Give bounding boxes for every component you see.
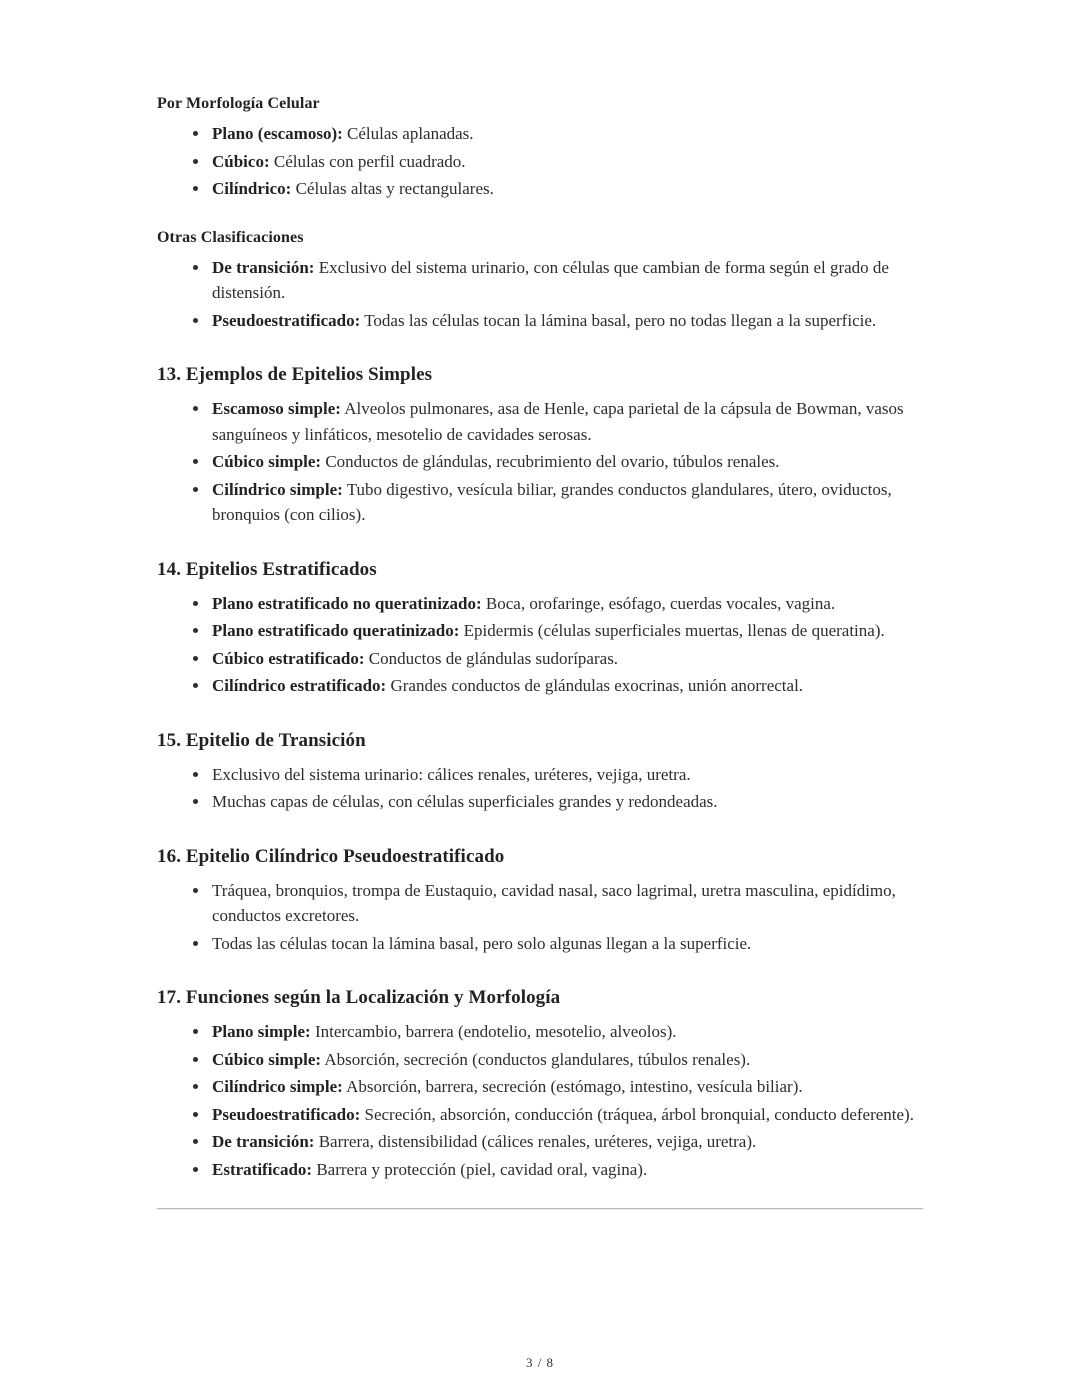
bullet-list (157, 396, 923, 528)
item-text: Tráquea, bronquios, trompa de Eustaquio, cavidad nasal, saco lagrimal, uretra masculina, epidídimo, conductos excretores. (212, 880, 896, 925)
item-term: Cúbico simple: (212, 1049, 322, 1069)
list-item (210, 878, 923, 929)
item-term: Cúbico estratificado: (212, 648, 365, 668)
item-text: Grandes conductos de glándulas exocrinas, unión anorrectal. (386, 676, 804, 695)
section-heading: Otras Clasificaciones (157, 228, 304, 246)
item-term: Plano estratificado queratinizado: (212, 621, 460, 640)
item-term: De transición: (212, 1132, 315, 1151)
item-text: Boca, orofaringe, esófago, cuerdas vocales, vagina. (481, 593, 836, 613)
list-item (210, 1074, 923, 1100)
item-text: Células altas y rectangulares. (291, 179, 494, 198)
item-text: Exclusivo del sistema urinario, con células que cambian de forma según el grado de distensión. (212, 257, 889, 302)
section-heading: Por Morfología Celular (157, 95, 320, 112)
page-number: 3 / 8 (525, 1355, 555, 1370)
list-item (210, 121, 923, 147)
item-text: Células aplanadas. (342, 124, 474, 143)
item-text: Epidermis (células superficiales muertas, llenas de queratina). (459, 621, 885, 640)
list-item (210, 396, 923, 447)
item-term: Cúbico simple: (212, 452, 322, 471)
item-term: Cilíndrico estratificado: (212, 676, 387, 695)
list-item (210, 1019, 923, 1045)
item-text: Todas las células tocan la lámina basal, pero solo algunas llegan a la superficie. (212, 933, 752, 953)
list-item (210, 1047, 923, 1073)
list-item (210, 1102, 923, 1128)
item-text: Barrera, distensibilidad (cálices renales, uréteres, vejiga, uretra). (314, 1132, 757, 1151)
item-text: Alveolos pulmonares, asa de Henle, capa parietal de la cápsula de Bowman, vasos sanguíneos y linfáticos, mesotelio de cavidades serosas. (212, 399, 904, 444)
bullet-list (157, 121, 923, 202)
section-heading: 13. Ejemplos de Epitelios Simples (157, 364, 433, 385)
document-content (157, 95, 923, 1182)
item-text: Barrera y protección (piel, cavidad oral, vagina). (312, 1159, 648, 1179)
list-item (210, 1157, 923, 1183)
list-item (210, 308, 923, 334)
item-text: Conductos de glándulas, recubrimiento del ovario, túbulos renales. (321, 452, 780, 471)
item-term: Pseudoestratificado: (212, 1104, 361, 1124)
item-text: Muchas capas de células, con células superficiales grandes y redondeadas. (212, 792, 718, 811)
item-text: Secreción, absorción, conducción (tráquea, árbol bronquial, conducto deferente). (360, 1104, 914, 1124)
item-term: Escamoso simple: (212, 399, 341, 418)
bullet-list (157, 255, 923, 334)
list-item (210, 931, 923, 957)
item-text: Intercambio, barrera (endotelio, mesotelio, alveolos). (310, 1022, 677, 1041)
list-item (210, 762, 923, 788)
bullet-list (157, 591, 923, 699)
item-term: Pseudoestratificado: (212, 310, 361, 330)
section-heading: 14. Epitelios Estratificados (157, 558, 377, 580)
list-item (210, 477, 923, 528)
item-text: Todas las células tocan la lámina basal, pero no todas llegan a la superficie. (360, 310, 877, 330)
list-item (210, 1129, 923, 1155)
section-heading: 16. Epitelio Cilíndrico Pseudoestratificado (157, 845, 505, 867)
item-term: Cúbico: (212, 151, 270, 171)
item-text: Exclusivo del sistema urinario: cálices renales, uréteres, vejiga, uretra. (212, 764, 691, 784)
list-item (210, 176, 923, 202)
item-term: Cilíndrico: (212, 179, 292, 198)
section-heading: 15. Epitelio de Transición (157, 729, 366, 751)
list-item (210, 673, 923, 699)
item-term: Cilíndrico simple: (212, 1077, 343, 1096)
item-text: Conductos de glándulas sudoríparas. (364, 648, 619, 668)
item-term: Plano simple: (212, 1022, 311, 1041)
item-text: Absorción, barrera, secreción (estómago, intestino, vesícula biliar). (342, 1077, 803, 1096)
section-divider (157, 1208, 923, 1210)
list-item (210, 789, 923, 815)
item-term: Estratificado: (212, 1159, 313, 1179)
item-text: Tubo digestivo, vesícula biliar, grandes conductos glandulares, útero, oviductos, bronquios (con cilios). (212, 479, 892, 524)
list-item (210, 646, 923, 672)
list-item (210, 618, 923, 644)
item-term: De transición: (212, 257, 315, 277)
bullet-list (157, 1019, 923, 1182)
item-term: Cilíndrico simple: (212, 479, 343, 499)
list-item (210, 449, 923, 475)
item-term: Plano (escamoso): (212, 124, 343, 143)
item-text: Absorción, secreción (conductos glandulares, túbulos renales). (321, 1049, 751, 1069)
item-text: Células con perfil cuadrado. (269, 151, 466, 171)
item-term: Plano estratificado no queratinizado: (212, 593, 482, 613)
bullet-list (157, 762, 923, 815)
list-item (210, 591, 923, 617)
section-heading: 17. Funciones según la Localización y Morfología (157, 987, 561, 1008)
bullet-list (157, 878, 923, 957)
list-item (210, 255, 923, 306)
list-item (210, 149, 923, 175)
